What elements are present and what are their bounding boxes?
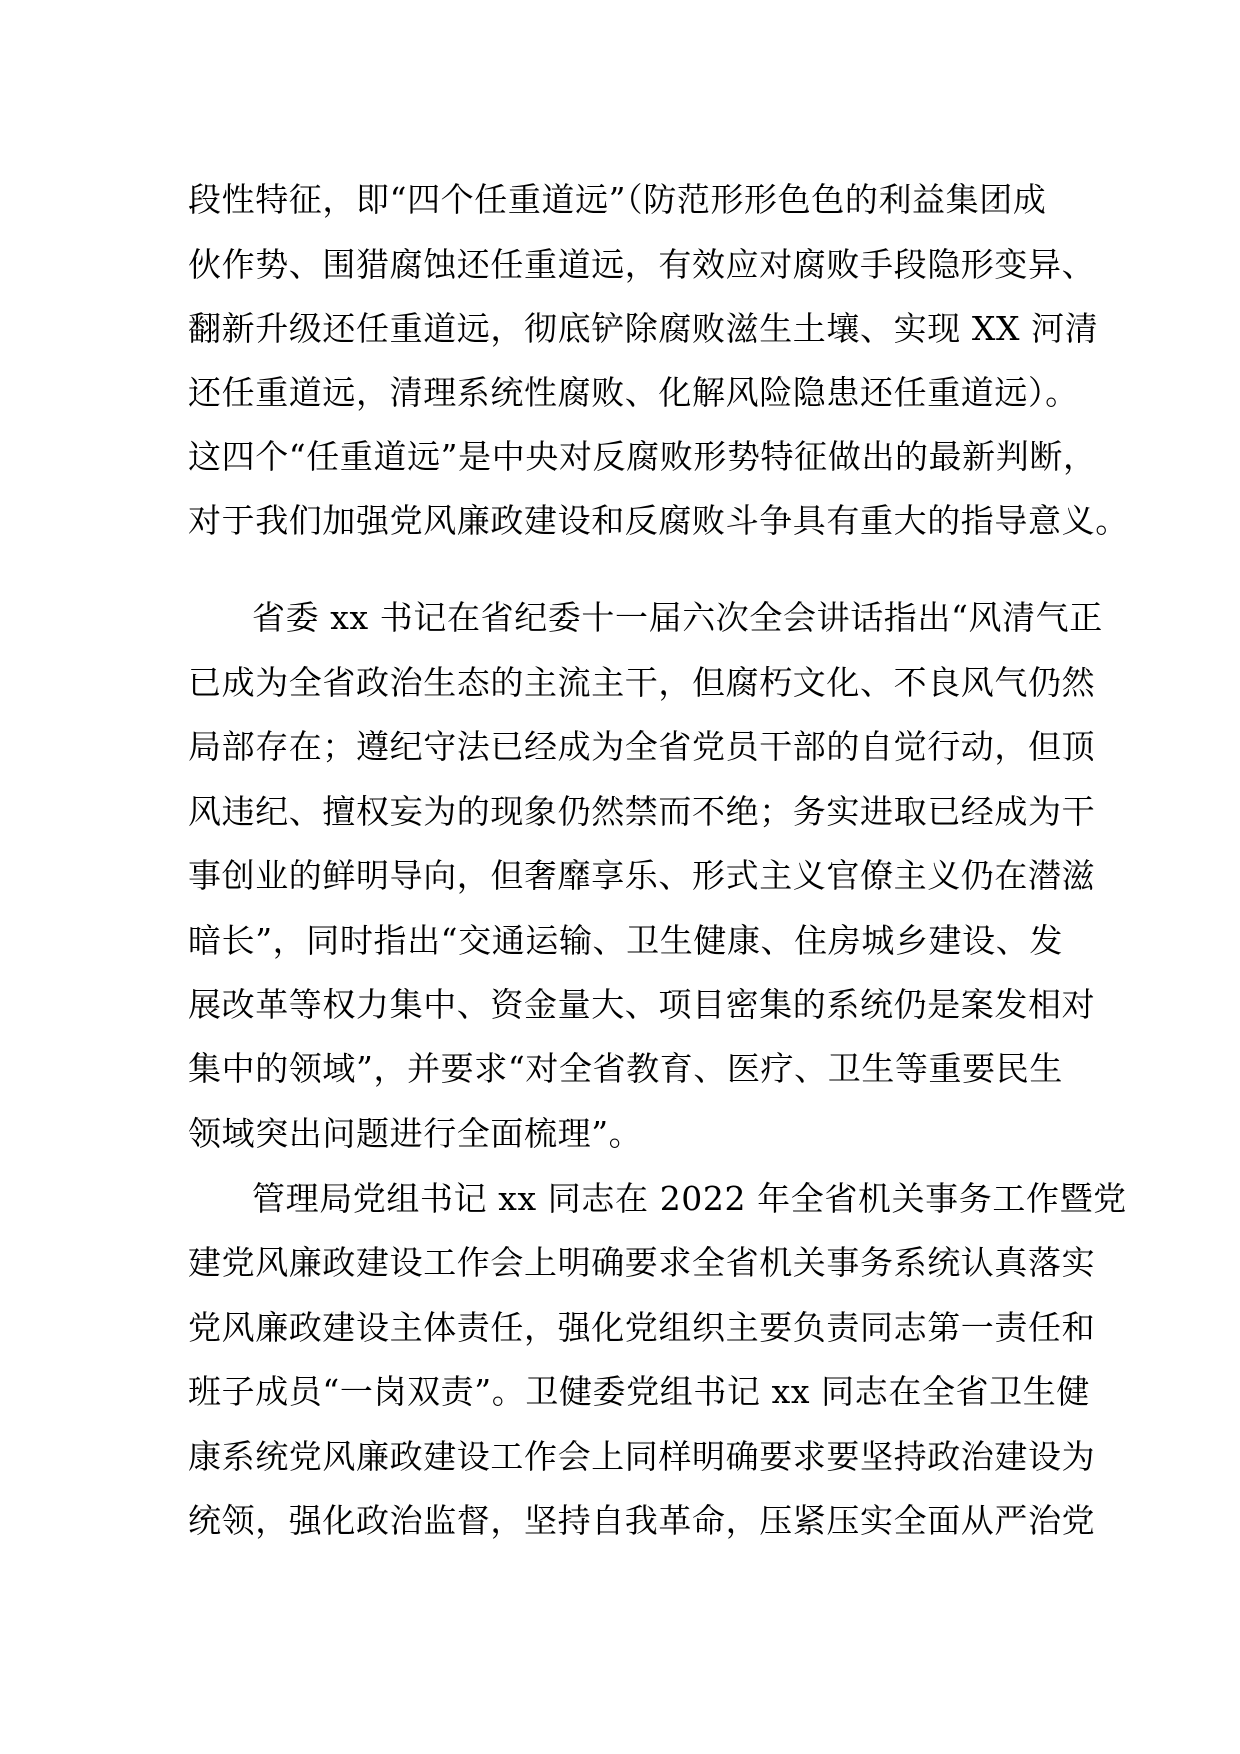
paragraph-line: 管理局党组书记 xx 同志在 2022 年全省机关事务工作暨党: [252, 1179, 1127, 1218]
paragraph-line: 段性特征，即“四个任重道远”（防范形形色色的利益集团成: [188, 180, 1047, 219]
paragraph-line: 省委 xx 书记在省纪委十一届六次全会讲话指出“风清气正: [252, 598, 1103, 637]
paragraph-line: 这四个“任重道远”是中央对反腐败形势特征做出的最新判断，: [188, 437, 1097, 476]
paragraph-line: 展改革等权力集中、资金量大、项目密集的系统仍是案发相对: [188, 985, 1096, 1024]
paragraph-line: 党风廉政建设主体责任，强化党组织主要负责同志第一责任和: [188, 1308, 1096, 1347]
paragraph-line: 暗长”，同时指出“交通运输、卫生健康、住房城乡建设、发: [188, 921, 1063, 960]
paragraph-line: 领域突出问题进行全面梳理”。: [188, 1114, 643, 1153]
paragraph-line: 已成为全省政治生态的主流主干，但腐朽文化、不良风气仍然: [188, 663, 1096, 702]
paragraph-line: 翻新升级还任重道远，彻底铲除腐败滋生土壤、实现 XX 河清: [188, 309, 1099, 348]
paragraph-line: 对于我们加强党风廉政建设和反腐败斗争具有重大的指导意义。: [188, 501, 1129, 540]
paragraph-line: 还任重道远，清理系统性腐败、化解风险隐患还任重道远）。: [188, 373, 1079, 412]
paragraph-line: 风违纪、擅权妄为的现象仍然禁而不绝；务实进取已经成为干: [188, 792, 1096, 831]
paragraph-line: 伙作势、围猎腐蚀还任重道远，有效应对腐败手段隐形变异、: [188, 245, 1096, 284]
paragraph-line: 康系统党风廉政建设工作会上同样明确要求要坚持政治建设为: [188, 1437, 1096, 1476]
paragraph-line: 集中的领域”，并要求“对全省教育、医疗、卫生等重要民生: [188, 1049, 1063, 1088]
paragraph-line: 事创业的鲜明导向，但奢靡享乐、形式主义官僚主义仍在潜滋: [188, 856, 1096, 895]
paragraph-line: 班子成员“一岗双责”。卫健委党组书记 xx 同志在全省卫生健: [188, 1372, 1090, 1411]
paragraph-line: 统领，强化政治监督，坚持自我革命，压紧压实全面从严治党: [188, 1501, 1096, 1540]
paragraph-line: 建党风廉政建设工作会上明确要求全省机关事务系统认真落实: [188, 1243, 1096, 1282]
paragraph-line: 局部存在；遵纪守法已经成为全省党员干部的自觉行动，但顶: [188, 727, 1096, 766]
